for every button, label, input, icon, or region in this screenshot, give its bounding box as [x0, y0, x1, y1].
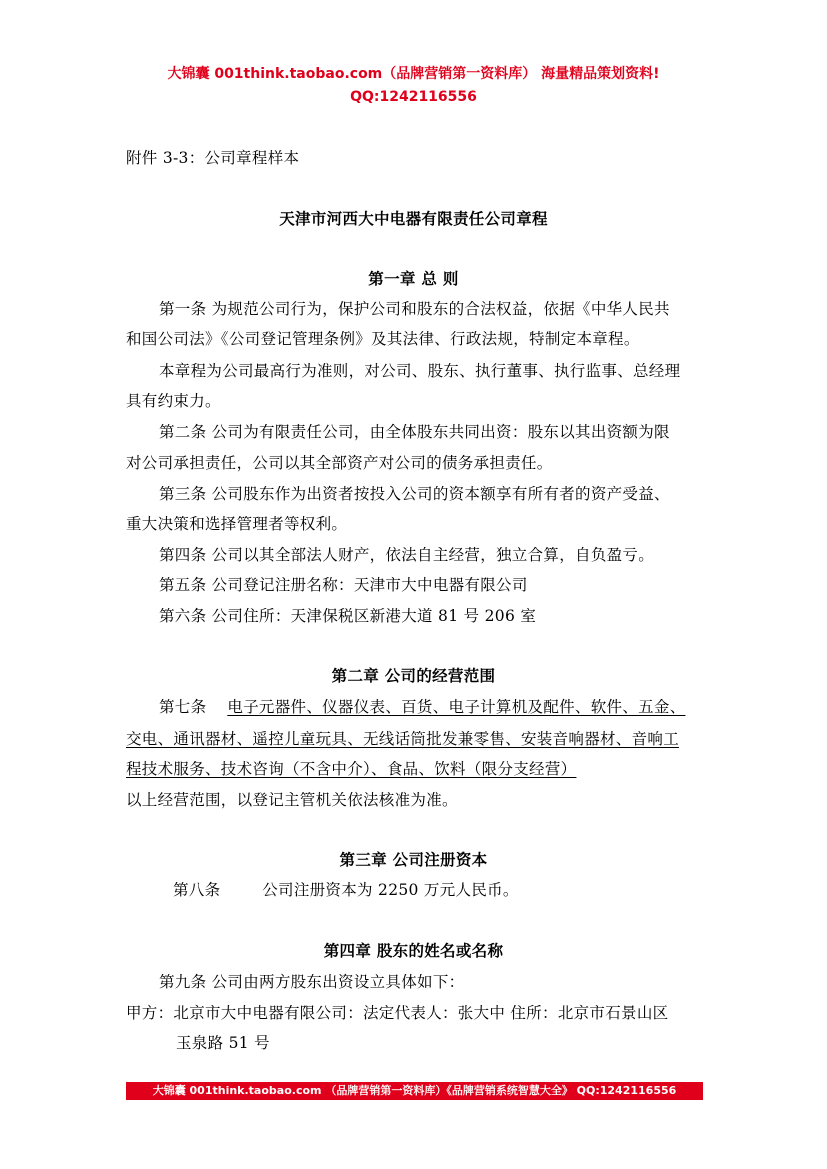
document-title: 天津市河西大中电器有限责任公司章程 — [279, 210, 548, 228]
attachment-label: 附件 3-3：公司章程样本 — [126, 149, 300, 167]
article-9: 第九条 公司由两方股东出资设立具体如下： — [159, 973, 465, 991]
paragraph-1-line-1: 本章程为公司最高行为准则，对公司、股东、执行董事、执行监事、总经理 — [159, 362, 681, 380]
scope-note: 以上经营范围，以登记主管机关依法核准为准。 — [126, 791, 458, 809]
article-8: 第八条 公司注册资本为 2250 万元人民币。 — [173, 881, 519, 899]
article-3-line-2: 重大决策和选择管理者等权利。 — [126, 515, 348, 533]
paragraph-1-line-2: 具有约束力。 — [126, 392, 221, 410]
article-4: 第四条 公司以其全部法人财产，依法自主经营，独立合算，自负盈亏。 — [159, 546, 655, 564]
article-2-line-1: 第二条 公司为有限责任公司，由全体股东共同出资：股东以其出资额为限 — [159, 423, 670, 441]
article-7-line-2: 交电、通讯器材、遥控儿童玩具、无线话筒批发兼零售、安装音响器材、音响工 — [126, 730, 680, 748]
footer-banner: 大锦囊 001think.taobao.com （品牌营销第一资料库）《品牌营销系统智慧大全》 QQ:1242116556 — [126, 1082, 703, 1100]
party-a-line-1: 甲方：北京市大中电器有限公司：法定代表人：张大中 住所：北京市石景山区 — [126, 1004, 669, 1022]
article-2-line-2: 对公司承担责任，公司以其全部资产对公司的债务承担责任。 — [126, 454, 553, 472]
article-5: 第五条 公司登记注册名称：天津市大中电器有限公司 — [159, 576, 528, 594]
header-line-2: QQ:1242116556 — [350, 89, 477, 105]
article-3-line-1: 第三条 公司股东作为出资者按投入公司的资本额享有所有者的资产受益、 — [159, 485, 670, 503]
chapter-4-title: 第四章 股东的姓名或名称 — [323, 942, 504, 960]
article-1-line-2: 和国公司法》《公司登记管理条例》及其法律、行政法规，特制定本章程。 — [126, 330, 640, 348]
article-7-line-3: 程技术服务、技术咨询（不含中介）、食品、饮料（限分支经营） — [126, 760, 577, 778]
header-line-1: 大锦囊 001think.taobao.com（品牌营销第一资料库） 海量精品策划资料! — [167, 66, 660, 82]
chapter-1-title: 第一章 总 则 — [368, 270, 459, 288]
party-a-line-2: 玉泉路 51 号 — [176, 1034, 270, 1052]
article-6: 第六条 公司住所：天津保税区新港大道 81 号 206 室 — [159, 607, 537, 625]
chapter-2-title: 第二章 公司的经营范围 — [331, 667, 496, 685]
article-7-line-1 — [159, 695, 686, 717]
chapter-3-title: 第三章 公司注册资本 — [339, 851, 488, 869]
article-7-label: 第七条 — [159, 698, 228, 716]
article-1-line-1: 第一条 为规范公司行为，保护公司和股东的合法权益，依据《中华人民共 — [159, 300, 670, 318]
article-7-scope-1: 电子元器件、仪器仪表、百货、电子计算机及配件、软件、五金、 — [227, 698, 686, 716]
